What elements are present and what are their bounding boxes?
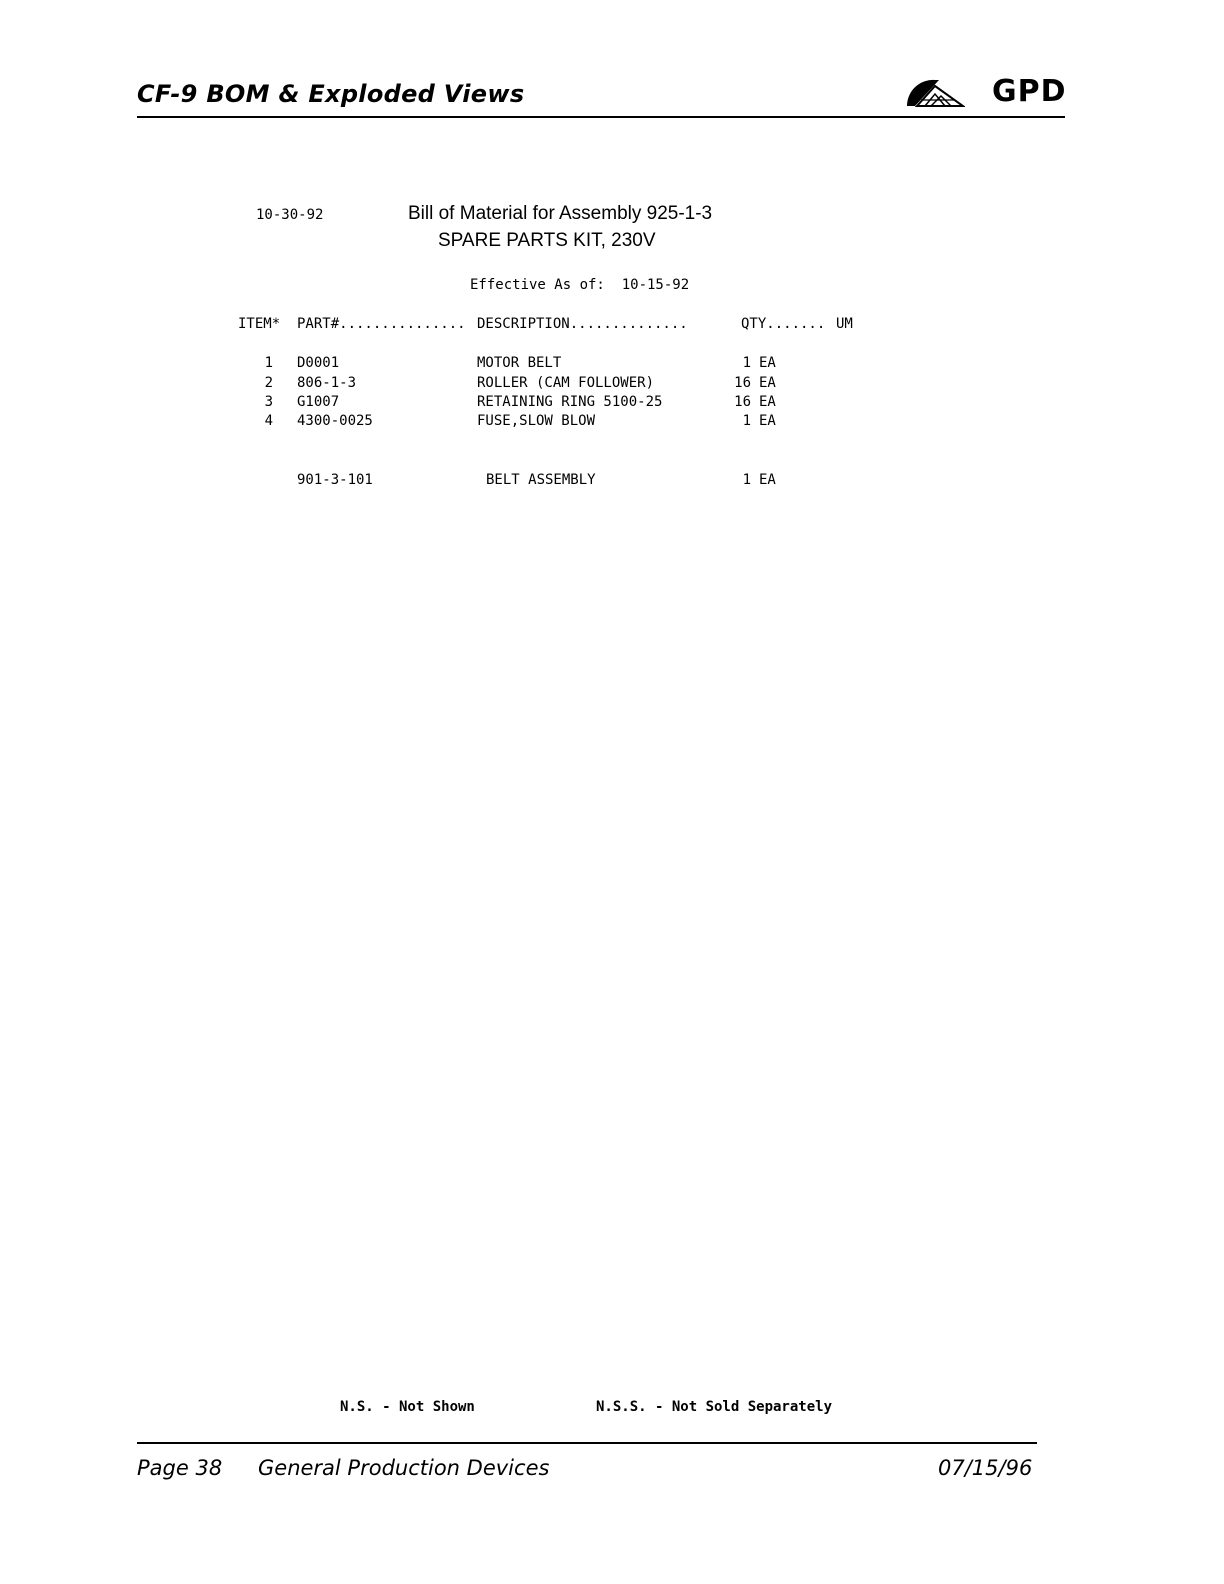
bom-title: Bill of Material for Assembly 925-1-3 [408,203,713,224]
item-number: 4 [264,413,273,429]
part-number: D0001 [297,355,340,371]
unit-of-measure: EA [759,413,776,429]
effective-date: Effective As of: 10-15-92 [470,277,690,293]
quantity: 1 [742,413,751,429]
company-name: General Production Devices [258,1456,550,1480]
part-description: RETAINING RING 5100-25 [477,394,663,410]
unit-of-measure: EA [759,355,776,371]
quantity: 16 [734,394,751,410]
part-number: G1007 [297,394,340,410]
logo-text: GPD [992,74,1067,109]
part-description: FUSE,SLOW BLOW [477,413,596,429]
column-header-um: UM [836,316,853,332]
column-header-qty: QTY....... [741,316,826,332]
part-number: 4300-0025 [297,413,373,429]
part-number: 806-1-3 [297,375,357,391]
column-header-description: DESCRIPTION.............. [477,316,688,332]
bom-subtitle: SPARE PARTS KIT, 230V [438,230,656,251]
footer-date: 07/15/96 [938,1456,1033,1480]
part-description: ROLLER (CAM FOLLOWER) [477,375,655,391]
unit-of-measure: EA [759,472,776,488]
part-description: MOTOR BELT [477,355,562,371]
header-divider [137,116,1065,118]
quantity: 1 [742,355,751,371]
item-number: 3 [264,394,273,410]
part-number: 901-3-101 [297,472,373,488]
item-number: 1 [264,355,273,371]
unit-of-measure: EA [759,394,776,410]
footnote-not-shown: N.S. - Not Shown [340,1399,475,1415]
unit-of-measure: EA [759,375,776,391]
part-description: BELT ASSEMBLY [486,472,596,488]
document-date: 10-30-92 [256,207,324,223]
page-number: Page 38 [137,1456,223,1480]
gpd-logo-icon [905,72,965,110]
document-header-title: CF-9 BOM & Exploded Views [137,80,525,108]
quantity: 1 [742,472,751,488]
footnote-not-sold-separately: N.S.S. - Not Sold Separately [596,1399,833,1415]
column-header-item: ITEM* [238,316,281,332]
item-number: 2 [264,375,273,391]
quantity: 16 [734,375,751,391]
footer-divider [137,1442,1037,1444]
column-header-part: PART#............... [297,316,466,332]
